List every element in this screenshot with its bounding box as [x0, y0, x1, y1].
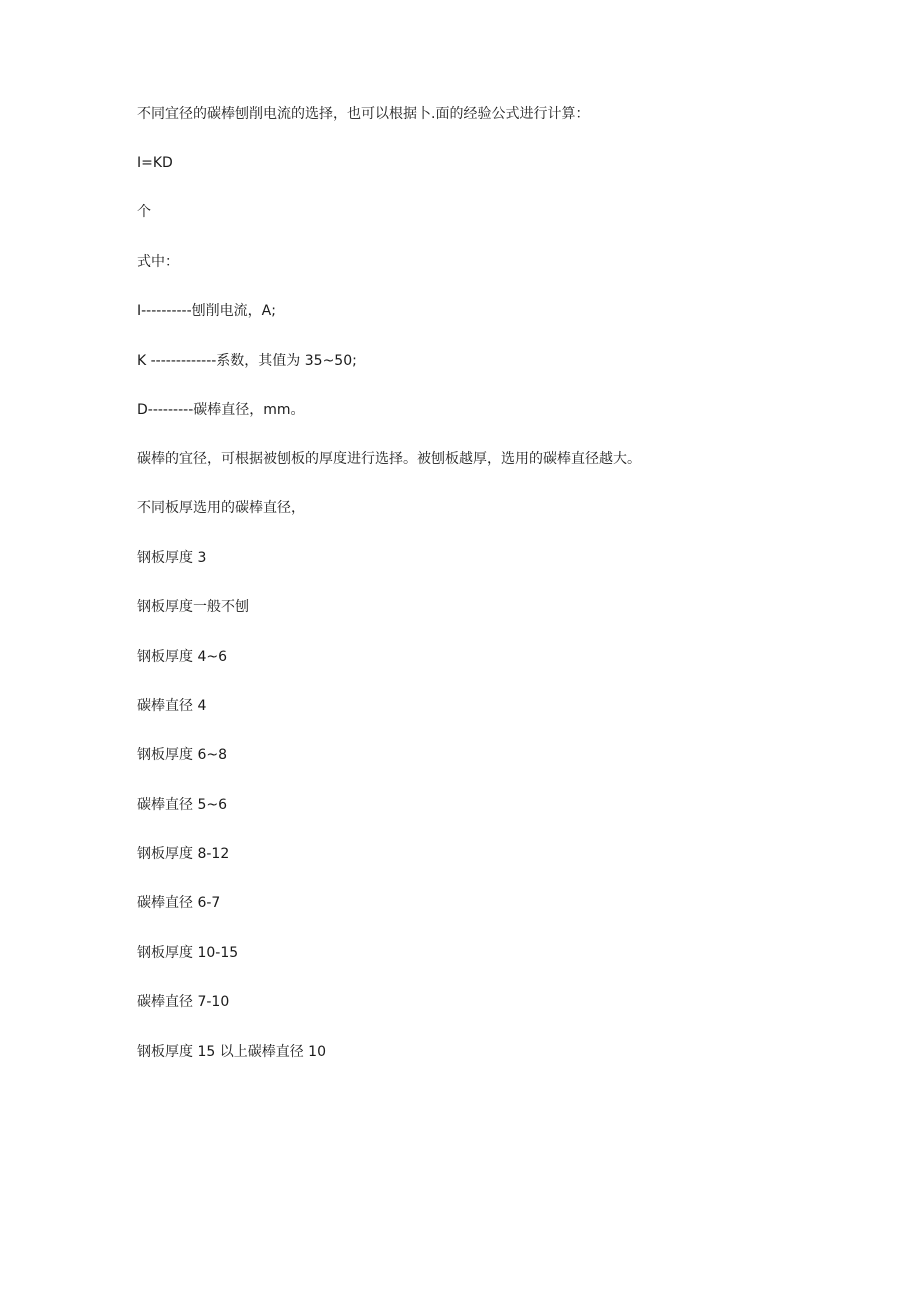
- plate-thickness-line: 钢板厚度 4~6: [137, 649, 227, 665]
- plate-and-rod-line: 钢板厚度 15 以上碳棒直径 10: [137, 1044, 326, 1060]
- plate-thickness-line: 钢板厚度 6~8: [137, 747, 227, 763]
- formula-line: I=KD: [137, 155, 173, 171]
- plate-thickness-line: 钢板厚度 3: [137, 550, 207, 566]
- rod-diameter-line: 碳棒直径 4: [137, 698, 207, 714]
- plate-thickness-line: 钢板厚度 10-15: [137, 945, 239, 961]
- where-label: 式中：: [137, 254, 179, 270]
- rod-diameter-line: 碳棒直径 7-10: [137, 994, 230, 1010]
- rod-diameter-line: 钢板厚度一般不刨: [137, 599, 249, 615]
- selection-paragraph: 碳棒的宜径，可根据被刨板的厚度进行选择。被刨板越厚，选用的碳棒直径越大。: [137, 451, 641, 467]
- definition-coefficient: K -------------系数，其值为 35~50;: [137, 353, 357, 369]
- formula-superscript-line: 个: [137, 204, 151, 220]
- definition-diameter: D---------碳棒直径，mm。: [137, 402, 305, 418]
- definition-current: I----------刨削电流，A;: [137, 303, 276, 319]
- plate-thickness-line: 钢板厚度 8-12: [137, 846, 230, 862]
- rod-diameter-line: 碳棒直径 5~6: [137, 797, 227, 813]
- table-intro-line: 不同板厚选用的碳棒直径，: [137, 500, 305, 516]
- intro-paragraph: 不同宜径的碳棒刨削电流的选择，也可以根据卜.面的经验公式进行计算：: [137, 106, 590, 122]
- rod-diameter-line: 碳棒直径 6-7: [137, 895, 221, 911]
